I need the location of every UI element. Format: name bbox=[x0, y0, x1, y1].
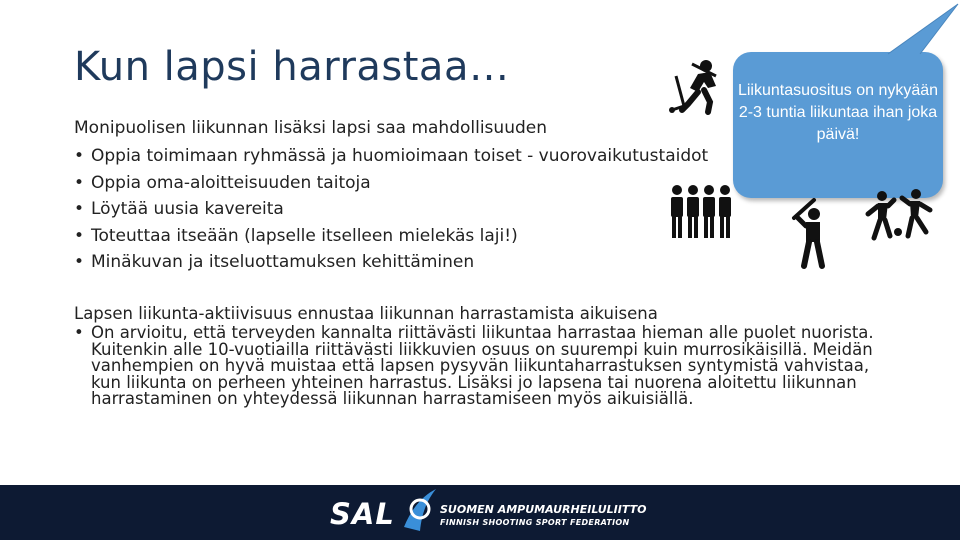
football-players-icon bbox=[864, 188, 936, 244]
callout-text: Liikuntasuositus on nykyään 2-3 tuntia liikuntaa ihan joka päivä! bbox=[737, 82, 939, 143]
intro-text: Monipuolisen liikunnan lisäksi lapsi saa mahdollisuuden bbox=[74, 118, 547, 138]
baseball-batter-icon bbox=[790, 196, 834, 270]
list-item: • Oppia oma-aloitteisuuden taitoja bbox=[74, 170, 708, 197]
research-bullet: • On arvioitu, että terveyden kannalta riittävästi liikuntaa harrastaa hieman alle puolet nuorista. Kuitenkin alle 10-vuotiailla riittävästi liikkuvien osuus on suurempi kuin murrosikäisillä. Meidän vanhempien on hyvä muistaa että lapsen pysyvän liikuntaharrastuksen syntymistä vahvistaa, kun liikunta on perheen yhteinen harrastus. Lisäksi jo lapsena tai nuorena aloitettu liikunnan harrastaminen on yhteydessä liikunnan harrastamiseen myös aikuisiällä. bbox=[74, 325, 874, 408]
sal-logo-text: SAL bbox=[330, 497, 395, 531]
list-item: • Toteuttaa itseään (lapselle itselleen mielekäs laji!) bbox=[74, 223, 708, 250]
list-item: • Minäkuvan ja itseluottamuksen kehittäminen bbox=[74, 249, 708, 276]
research-lead: Lapsen liikunta-aktiivisuus ennustaa liikunnan harrastamista aikuisena bbox=[74, 304, 658, 323]
hockey-player-icon bbox=[668, 58, 728, 116]
list-item: • Löytää uusia kavereita bbox=[74, 196, 708, 223]
org-name-en: FINNISH SHOOTING SPORT FEDERATION bbox=[440, 518, 630, 527]
list-item: • Oppia toimimaan ryhmässä ja huomioimaan toiset - vuorovaikutustaidot bbox=[74, 143, 708, 170]
research-section bbox=[74, 304, 874, 408]
benefit-list bbox=[74, 143, 708, 276]
slide-title: Kun lapsi harrastaa… bbox=[74, 44, 510, 90]
org-name: SUOMEN AMPUMAURHEILULIITTO bbox=[440, 503, 647, 516]
group-of-people-icon bbox=[668, 182, 734, 240]
logo-swoosh-icon bbox=[398, 487, 438, 535]
